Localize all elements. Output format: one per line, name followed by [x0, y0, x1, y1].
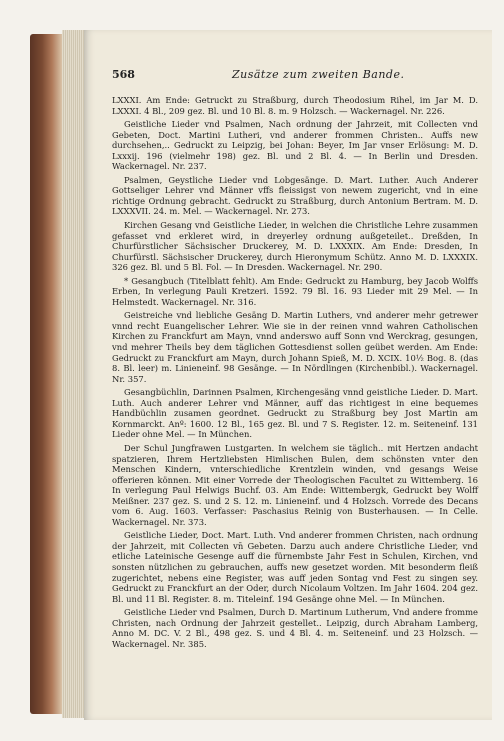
entry-6: Gesangbüchlin, Darinnen Psalmen, Kirchengesäng vnnd geistliche Lieder. D. Mart. Luth. Auch anderer Lehrer vnd Männer, auff das richtigest in eine bequemes Handbüchlin zusamen geordnet. Gedruckt zu Straßburg bey Jost Martin am Kornmarckt. Anº: 1600. 12 Bl., 165 gez. Bl. und 7 S. Register. 12. m. Seiteneinf. 131 Lieder ohne Mel. — In München. — [112, 387, 478, 440]
page-number: 568 — [112, 68, 135, 81]
entry-2: Psalmen, Geystliche Lieder vnd Lobgesänge. D. Mart. Luther. Auch Anderer Gottseliger Lehrer vnd Männer vffs fleissigst von newem zugericht, vnd in eine richtige Ordnung gebracht. Gedruckt zu Straßburg, durch Antonium Bertram. M. D. LXXXVII. 24. m. Mel. — Wackernagel. Nr. 273. — [112, 174, 478, 217]
entry-9: Geistliche Lieder vnd Psalmen, Durch D. Martinum Lutherum, Vnd andere fromme Christen, nach Ordnung der Jahrzeit gestellet.. Leipzig, durch Abraham Lamberg, Anno M. DC. V. 2 Bl., 498 gez. S. und 4 Bl. 4. m. Seiteneinf. und 23 Holzsch. — Wackernagel. Nr. 385. — [112, 607, 478, 649]
entry-4: * Gesangbuch (Titelblatt fehlt). Am Ende: Gedruckt zu Hamburg, bey Jacob Wolffs Erben, In verlegung Pauli Kretzeri. 1592. 79 Bl. 16. 93 Lieder mit 29 Mel. — In Helmstedt. Wackernagel. Nr. 316. — [112, 275, 478, 307]
running-head: Zusätze zum zweiten Bande. — [232, 68, 405, 81]
entry-7: Der Schul Jungfrawen Lustgarten. In welchem sie täglich.. mit Hertzen andacht spatzieren, Ihrem Hertzliebsten Himlischen Bulen, dem schönsten vnter den Menschen Kindern, vnterschiedliche Krentzlein winden, vnd gesangs Weise offerieren können. Mit einer Vorrede der Theologischen Facultet zu Wittemberg. 16 In verlegung Paul Helwigs Buchf. 03. Am Ende: Wittembergk, Gedruckt bey Wolff Meißner. 237 gez. S. und 2 S. 12. m. Linieneinf. und 4 Holzsch. Vorrede des Decans vom 6. Aug. 1603. Verfasser: Paschasius Reinig von Busterhausen. — In Celle. Wackernagel. Nr. 373. — [112, 442, 478, 527]
entry-0: LXXXI. Am Ende: Getruckt zu Straßburg, durch Theodosium Rihel, im Jar M. D. LXXXI. 4 Bl., 209 gez. Bl. und 10 Bl. 8. m. 9 Holzsch. — Wackernagel. Nr. 226. — [112, 95, 478, 116]
entry-8: Geistliche Lieder, Doct. Mart. Luth. Vnd anderer frommen Christen, nach ordnung der Jahrzeit, mit Collecten vn̄ Gebeten. Darzu auch andere Christliche Lieder, vnd etliche Lateinische Gesenge auff die fürnembste Jahr Fest in Schulen, Kirchen, vnd sonsten nützlichen zu gebrauchen, auffs new gesetzet worden. Mit besonderm fleiß zugerichtet, nebens eine Register, was auff jeden Sontag vnd Fest zu singen sey. Gedruckt zu Franckfurt an der Oder, durch Nicolaum Voltzen. Im Jahr 1604. 204 gez. Bl. und 11 Bl. Register. 8. m. Titeleinf. 194 Gesänge ohne Mel. — In München. — [112, 530, 478, 604]
entry-1: Geistliche Lieder vnd Psalmen, Nach ordnung der Jahrzeit, mit Collecten vnd Gebeten, Doct. Martini Lutheri, vnd anderer frommen Christen.. Auffs new durchsehen,.. Gedruckt zu Leipzig, bei Johan: Beyer, Im Jar vnser Erlösung: M. D. Lxxxij. 196 (vielmehr 198) gez. Bl. und 2 Bl. 4. — In Berlin und Dresden. Wackernagel. Nr. 237. — [112, 119, 478, 172]
entry-5: Geistreiche vnd liebliche Gesäng D. Martin Luthers, vnd anderer mehr getrewer vnnd recht Euangelischer Lehrer. Wie sie in der reinen vnnd wahren Catholischen Kirchen zu Franckfurt am Mayn, vnnd anderswo auff Sonn vnd Werckrag, gesungen, vnd mehrer Theils bey dem täglichen Gottesdienst sollen geübet werden. Am Ende: Gedruckt zu Franckfurt am Mayn, durch Johann Spieß, M. D. XCIX. 10½ Bog. 8. (das 8. Bl. leer) m. Linieneinf. 98 Gesänge. — In Nördlingen (Kirchenbibl.). Wackernagel. Nr. 357. — [112, 310, 478, 384]
page-edges — [62, 30, 86, 718]
entry-3: Kirchen Gesang vnd Geistliche Lieder, in welchen die Christliche Lehre zusammen gefasset vnd erkleret wird, in dreyerley ordnung außgeteilet.. Dreßden, In Churfürstlicher Sächsischer Druckerey, M. D. LXXXIX. Am Ende: Dresden, In Churfürstl. Sächsischer Druckerey, durch Hieronymum Schütz. Anno M. D. LXXXIX. 326 gez. Bl. und 5 Bl. Fol. — In Dresden. Wackernagel. Nr. 290. — [112, 220, 478, 273]
page-header — [112, 68, 472, 84]
bibliography-text — [112, 95, 478, 652]
